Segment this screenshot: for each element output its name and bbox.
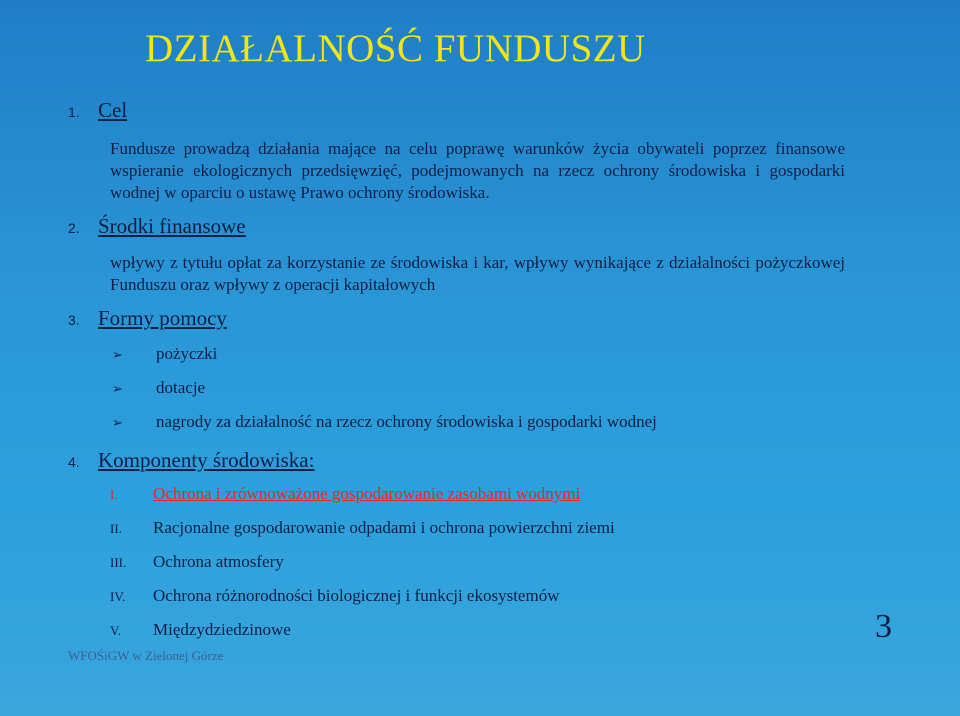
komponent-item [110, 586, 559, 606]
cel-paragraph: Fundusze prowadzą działania mające na celu poprawę warunków życia obywateli poprzez finansowe wspieranie ekologicznych przedsięwzięć, podejmowanych na rzecz ochrony środowiska i gospodarki wodnej w oparciu o ustawę Prawo ochrony środowiska. [110, 139, 845, 202]
forma-text: pożyczki [156, 344, 218, 363]
arrow-bullet-icon: ➢ [112, 381, 123, 396]
komponent-numeral: I. [110, 487, 118, 502]
forma-item [112, 344, 217, 364]
section-label: Środki finansowe [98, 214, 246, 238]
komponent-text: Ochrona i zrównoważone gospodarowanie zasobami wodnymi [153, 484, 581, 503]
forma-text: dotacje [156, 378, 206, 397]
komponent-numeral: IV. [110, 589, 126, 604]
komponent-item [110, 552, 284, 572]
komponent-text: Międzydziedzinowe [153, 620, 291, 639]
komponent-text: Ochrona atmosfery [153, 552, 284, 571]
komponent-text: Racjonalne gospodarowanie odpadami i ochrona powierzchni ziemi [153, 518, 615, 537]
section-label: Cel [98, 98, 128, 122]
forma-item [112, 378, 205, 398]
page-number: 3 [875, 608, 892, 645]
section-heading-cel [68, 98, 127, 123]
komponent-text: Ochrona różnorodności biologicznej i funkcji ekosystemów [153, 586, 560, 605]
footer-organization: WFOŚiGW w Zielonej Górze [68, 648, 224, 663]
section-label: Komponenty środowiska: [98, 448, 315, 472]
komponent-numeral: II. [110, 521, 122, 536]
forma-text: nagrody za działalność na rzecz ochrony środowiska i gospodarki wodnej [156, 412, 657, 431]
komponent-item [110, 518, 615, 538]
section-number: 1. [68, 104, 80, 120]
komponent-numeral: V. [110, 623, 121, 638]
arrow-bullet-icon: ➢ [112, 415, 123, 430]
komponent-item [110, 620, 291, 640]
section-number: 4. [68, 454, 80, 470]
section-label: Formy pomocy [98, 306, 227, 330]
forma-item [112, 412, 657, 432]
section-number: 3. [68, 312, 80, 328]
section-heading-srodki [68, 214, 246, 239]
komponent-link[interactable] [110, 484, 580, 504]
section-heading-komponenty [68, 448, 314, 473]
slide-title: DZIAŁALNOŚĆ FUNDUSZU [145, 27, 646, 70]
section-heading-formy [68, 306, 227, 331]
section-number: 2. [68, 220, 80, 236]
srodki-paragraph: wpływy z tytułu opłat za korzystanie ze środowiska i kar, wpływy wynikające z działalności pożyczkowej Funduszu oraz wpływy z operacji kapitałowych [110, 253, 845, 294]
arrow-bullet-icon: ➢ [112, 347, 123, 362]
komponent-numeral: III. [110, 555, 127, 570]
